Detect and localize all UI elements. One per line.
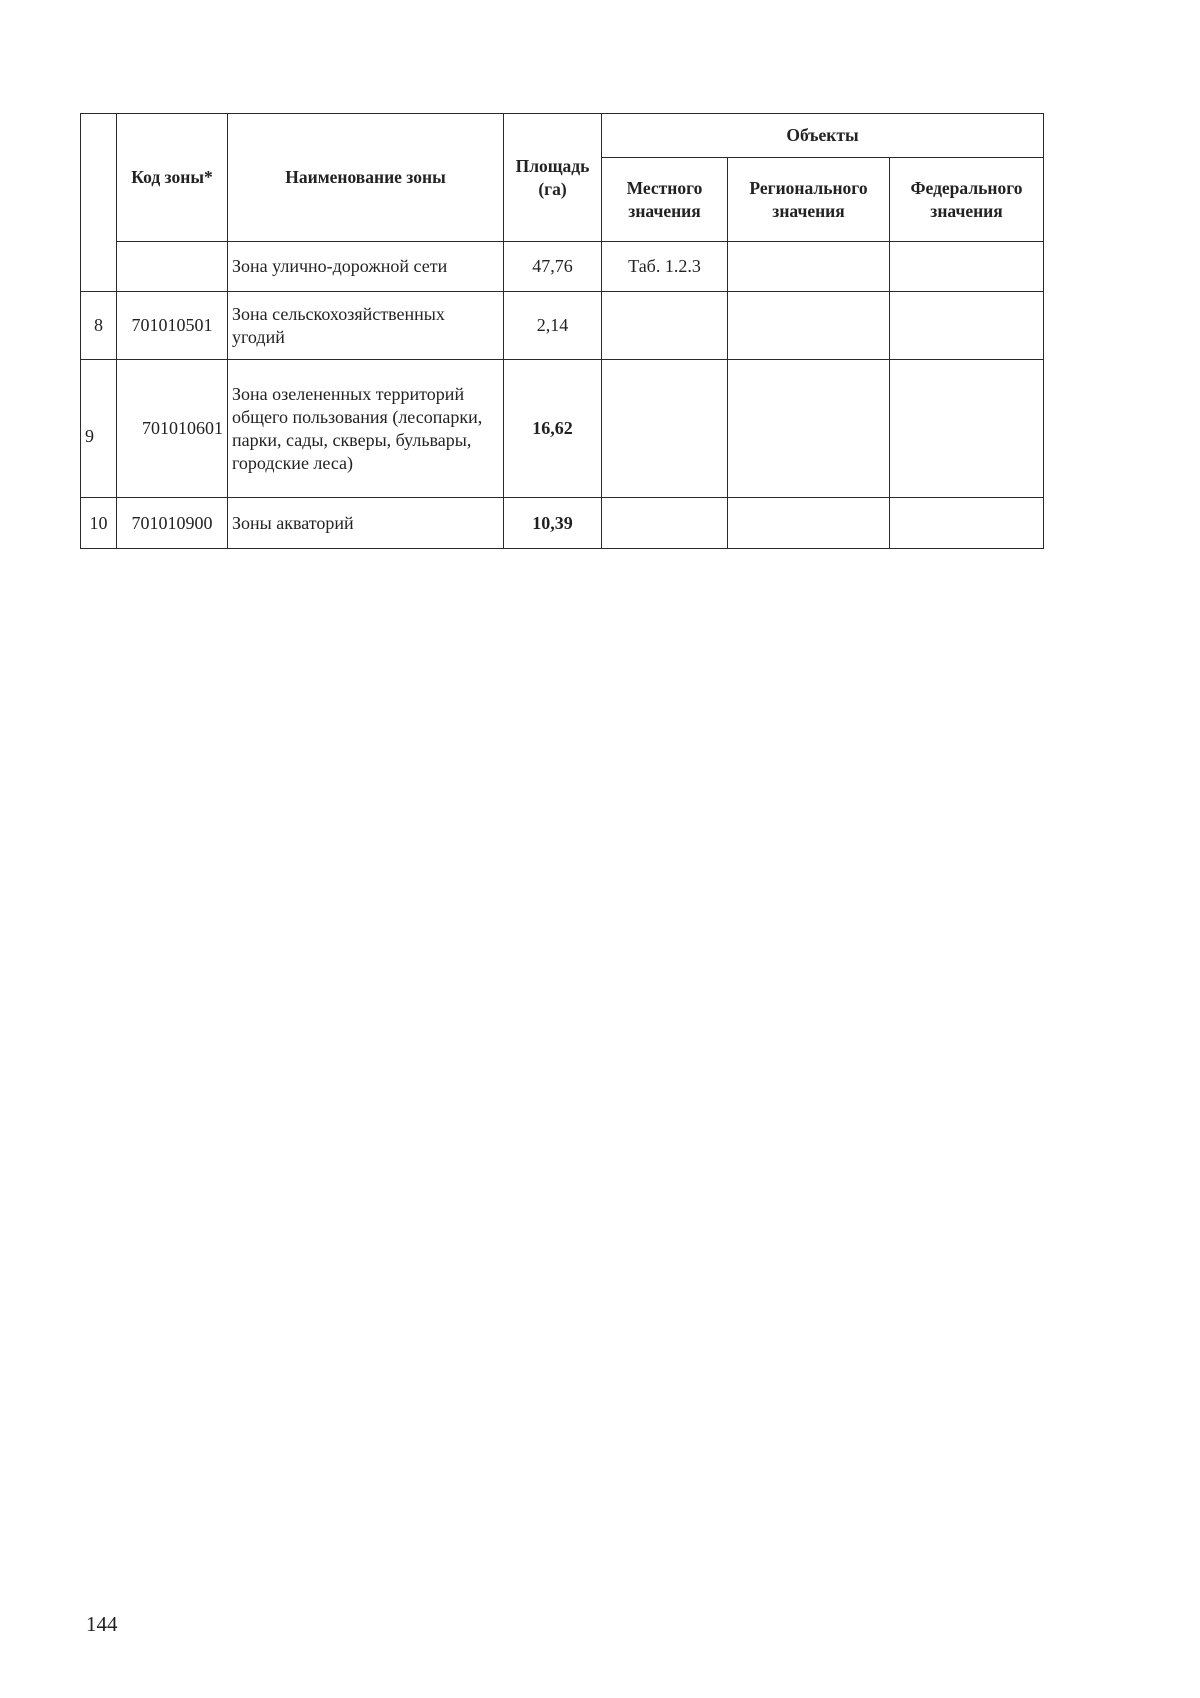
page-number: 144: [86, 1612, 118, 1636]
federal-column-header: Федерального значения: [890, 158, 1044, 242]
zone-code-cell: 701010501: [117, 292, 228, 360]
zones-table: [80, 113, 1044, 549]
federal-objects-cell: [890, 242, 1044, 292]
number-column-header: [81, 114, 117, 292]
table-row: [81, 242, 1044, 292]
zone-code-cell: [117, 242, 228, 292]
zone-name-cell: Зоны акваторий: [228, 498, 504, 549]
code-column-header: Код зоны*: [117, 114, 228, 242]
zone-area-cell: 47,76: [504, 242, 602, 292]
regional-objects-cell: [728, 292, 890, 360]
local-objects-cell: [602, 292, 728, 360]
zone-name-cell: Зона улично-дорожной сети: [228, 242, 504, 292]
local-objects-cell: Таб. 1.2.3: [602, 242, 728, 292]
table-row: [81, 360, 1044, 498]
federal-objects-cell: [890, 292, 1044, 360]
federal-objects-cell: [890, 498, 1044, 549]
federal-objects-cell: [890, 360, 1044, 498]
zone-area-cell: 10,39: [504, 498, 602, 549]
regional-objects-cell: [728, 360, 890, 498]
area-column-header: Площадь (га): [504, 114, 602, 242]
local-objects-cell: [602, 360, 728, 498]
zone-code-cell: 701010601: [117, 360, 228, 498]
row-number-cell: 10: [81, 498, 117, 549]
table-row: [81, 292, 1044, 360]
name-column-header: Наименование зоны: [228, 114, 504, 242]
header-row-1: [81, 114, 1044, 158]
regional-column-header: Регионального значения: [728, 158, 890, 242]
local-column-header: Местного значения: [602, 158, 728, 242]
zone-code-cell: 701010900: [117, 498, 228, 549]
regional-objects-cell: [728, 242, 890, 292]
zone-area-cell: 16,62: [504, 360, 602, 498]
regional-objects-cell: [728, 498, 890, 549]
zone-name-cell: Зона озелененных территорий общего пользования (лесопарки, парки, сады, скверы, бульвары, городские леса): [228, 360, 504, 498]
local-objects-cell: [602, 498, 728, 549]
zone-area-cell: 2,14: [504, 292, 602, 360]
zone-name-cell: Зона сельскохозяйственных угодий: [228, 292, 504, 360]
objects-group-header: Объекты: [602, 114, 1044, 158]
row-number-cell: 8: [81, 292, 117, 360]
row-number-cell: 9: [81, 360, 117, 498]
table-row: [81, 498, 1044, 549]
